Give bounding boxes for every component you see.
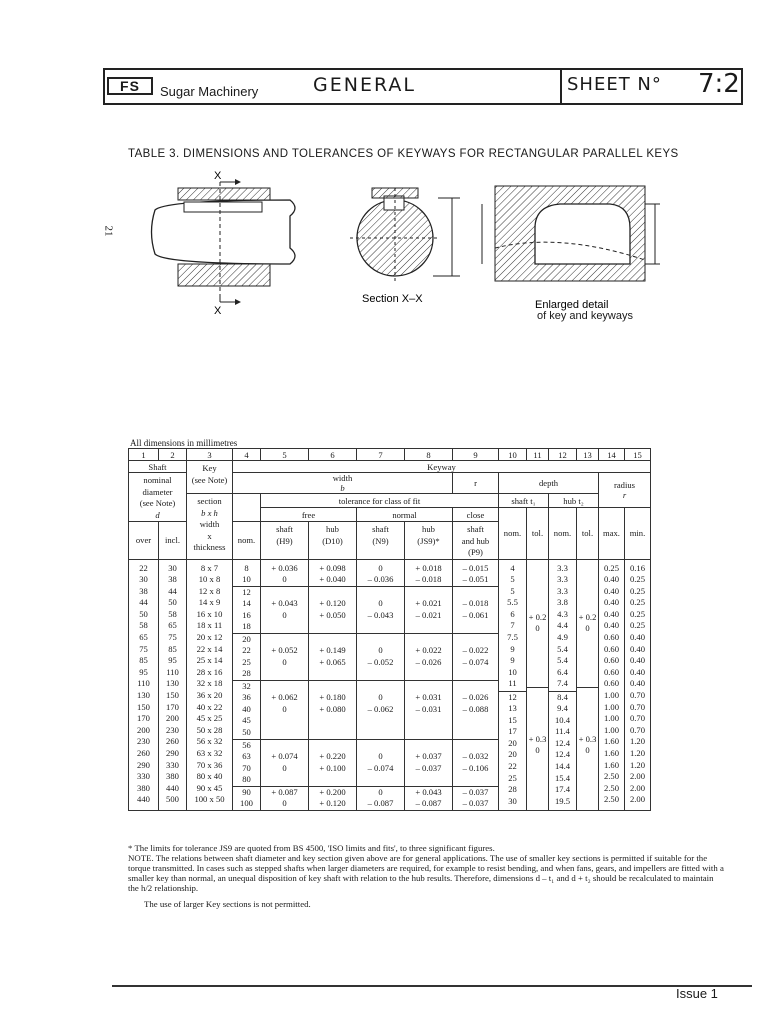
h-js9: (JS9)* [417, 535, 440, 546]
h-section: section [197, 496, 222, 506]
keyway-figures [140, 168, 700, 318]
col-radius-max: 0.25 0.40 0.40 0.40 0.40 0.40 0.60 0.60 0.60 0.60 0.60 1.00 1.00 1.00 1.00 1.60 1.60 1.60 2.50 2.50 2.50 [599, 559, 625, 810]
keyway-dimensions-table [128, 448, 651, 811]
col-num: 9 [453, 449, 499, 461]
company-name: Sugar Machinery [160, 84, 259, 99]
issue-number: Issue 1 [676, 986, 718, 1001]
col-num: 11 [527, 449, 549, 461]
header-close: close [453, 508, 499, 522]
width-group: 90 100 [240, 786, 253, 809]
data-body [129, 559, 651, 810]
col-incl: 30 38 44 50 58 65 75 85 95 110 130 150 170 200 230 260 290 330 380 440 500 [159, 559, 187, 810]
col-radius-min: 0.16 0.25 0.25 0.25 0.25 0.25 0.40 0.40 0.40 0.40 0.40 0.70 0.70 0.70 0.70 1.20 1.20 1.20 2.00 2.00 2.00 [625, 559, 651, 810]
header-divider [560, 68, 562, 105]
header-tol13: tol. [577, 508, 599, 560]
header-max: max. [599, 508, 625, 560]
h-radius: radius [613, 480, 635, 490]
h-width2: width [199, 519, 220, 529]
tol-group: 0 – 0.062 [357, 681, 404, 740]
detail-caption-1: Enlarged detail [535, 299, 609, 311]
col-close [453, 559, 499, 810]
h-shaft-h9: shaft [276, 524, 293, 534]
company-logo: FS [107, 77, 153, 95]
tol-group: + 0.036 0 [261, 560, 308, 587]
width-group: 32 36 40 45 50 [233, 681, 260, 740]
h-radius-r: r [622, 490, 627, 500]
note-larger-keys: The use of larger Key sections is not permitted. [144, 899, 311, 909]
column-number-row [129, 449, 651, 461]
sheet-number: 7:2 [698, 69, 740, 99]
depth-group-b: 8.4 9.4 10.4 11.4 12.4 12.4 14.4 15.4 17.4 19.5 [554, 691, 571, 806]
h-see-note: (see Note) [139, 498, 176, 508]
tol-group: + 0.098 + 0.040 [309, 560, 356, 587]
header-hub-t2: hub t₂ [549, 494, 599, 508]
sheet-label: SHEET N° [567, 74, 662, 95]
header-tolerance-class: tolerance for class of fit [261, 494, 499, 508]
tol-group: 0 – 0.087 [367, 786, 394, 809]
tol-group: + 0.200 + 0.120 [319, 786, 346, 809]
col-num: 13 [577, 449, 599, 461]
h-shaft-n9: shaft [372, 524, 389, 534]
tol-group: + 0.021 – 0.021 [405, 587, 452, 634]
h-hub-d10: hub [326, 524, 339, 534]
side-mark: 21 [102, 225, 115, 237]
department-title: GENERAL [313, 74, 416, 96]
tol-group: – 0.018 – 0.061 [453, 587, 498, 634]
header-min: min. [625, 508, 651, 560]
tol-group: – 0.015 – 0.051 [453, 560, 498, 587]
tol-group: + 0.043 0 [261, 587, 308, 634]
col-num: 1 [129, 449, 159, 461]
h-diameter: diameter [142, 486, 173, 497]
width-group: 20 22 25 28 [233, 634, 260, 681]
h-thickness: thickness [193, 542, 226, 552]
col-normal-shaft [357, 559, 405, 810]
tol-group: + 0.074 0 [261, 740, 308, 787]
col-depth-shaft-tol [527, 559, 549, 810]
h-n9: (N9) [372, 535, 389, 546]
depth-group-b: 12 13 15 17 20 20 22 25 28 30 [508, 691, 517, 806]
tol-group: + 0.018 – 0.018 [405, 560, 452, 587]
footer-rule [112, 985, 752, 987]
section-mark-bottom: X [214, 305, 222, 317]
tol-group: 0 – 0.052 [357, 634, 404, 681]
header-key-label: Key [202, 463, 217, 473]
col-depth-hub-tol [577, 559, 599, 810]
header-normal: normal [357, 508, 453, 522]
tol-group: + 0.052 0 [261, 634, 308, 681]
col-num: 6 [309, 449, 357, 461]
width-group: 8 10 [233, 560, 260, 587]
col-depth-shaft-nom [499, 559, 527, 810]
header-hub-d10 [309, 522, 357, 560]
header-nom: nom. [233, 522, 261, 560]
table-title: TABLE 3. DIMENSIONS AND TOLERANCES OF KEYWAYS FOR RECTANGULAR PARALLEL KEYS [128, 148, 679, 160]
h-p9: (P9) [468, 547, 483, 557]
tol-group: 0 – 0.036 [357, 560, 404, 587]
header-shaft-h9 [261, 522, 309, 560]
note-general: NOTE. The relations between shaft diameter and key section given above are for general applications. The use of smaller key sections is permitted if suitable for the torque transmitted. In cases such as stepped shafts when larger diameters are required, for example to resist bending, and when fans, gears, and impellers are fitted with a smaller key than normal, an unequal disposition of key shaft with relation to the hub results. Therefore, dimensions d – t₁ and d + t₂ should be recalculated to maintain the h/2 relationship. [128, 853, 724, 893]
header-depth: depth [499, 473, 599, 494]
col-num: 8 [405, 449, 453, 461]
h-bxh: b x h [201, 507, 218, 518]
tol-group: + 0.180 + 0.080 [309, 681, 356, 740]
tol-group: + 0.062 0 [261, 681, 308, 740]
h-shaft-hub: shaft [467, 524, 484, 534]
header-r: r [453, 473, 499, 494]
header-keyway: Keyway [233, 461, 651, 473]
tol-group: + 0.043 – 0.087 [415, 786, 442, 809]
width-group: 12 14 16 18 [233, 587, 260, 634]
blank-cell [233, 508, 261, 522]
tol-group: + 0.037 – 0.037 [405, 740, 452, 787]
col-num: 2 [159, 449, 187, 461]
header-nom12: nom. [549, 508, 577, 560]
header-key-note: (see Note) [191, 474, 228, 485]
col-num: 14 [599, 449, 625, 461]
col-num: 5 [261, 449, 309, 461]
header-shaft: Shaft [129, 461, 187, 473]
detail-caption-2: of key and keyways [537, 310, 633, 322]
header-width [233, 473, 453, 494]
col-free-shaft [261, 559, 309, 810]
col-num: 15 [625, 449, 651, 461]
h-width: width [332, 473, 353, 483]
h-d: d [155, 509, 160, 520]
shaft-side-view [152, 179, 296, 305]
header-incl: incl. [159, 522, 187, 560]
col-free-hub [309, 559, 357, 810]
units-note: All dimensions in millimetres [130, 438, 238, 448]
header-key [187, 461, 233, 494]
enlarged-detail-view [482, 186, 660, 281]
header-free: free [261, 508, 357, 522]
width-group: 56 63 70 80 [233, 740, 260, 787]
tol-group: – 0.032 – 0.106 [453, 740, 498, 787]
h-nominal: nominal [143, 475, 172, 485]
header-shaft-hub-p9 [453, 522, 499, 560]
header-shaft-n9 [357, 522, 405, 560]
header-hub-js9 [405, 522, 453, 560]
h-x: x [207, 530, 212, 541]
section-caption: Section X–X [362, 293, 423, 305]
tol-group: + 0.149 + 0.065 [309, 634, 356, 681]
depth-tol-b: + 0.3 0 [578, 733, 597, 756]
col-num: 4 [233, 449, 261, 461]
header-nom10: nom. [499, 508, 527, 560]
depth-group-a: 4 5 5 5.5 6 7 7.5 9 9 10 11 [499, 560, 526, 692]
blank-cell [233, 494, 261, 508]
tol-group: – 0.026 – 0.088 [453, 681, 498, 740]
h-and-hub: and hub [461, 535, 490, 546]
header-radius [599, 473, 651, 508]
header-tol11: tol. [527, 508, 549, 560]
h-b: b [340, 483, 345, 493]
depth-tol-b: + 0.3 0 [528, 733, 547, 756]
col-depth-hub-nom [549, 559, 577, 810]
header-shaft-t1: shaft t₁ [499, 494, 549, 508]
depth-group-a: 3.3 3.3 3.3 3.8 4.3 4.4 4.9 5.4 5.4 6.4 7.4 [549, 560, 576, 692]
col-num: 3 [187, 449, 233, 461]
col-num: 7 [357, 449, 405, 461]
tol-group: + 0.220 + 0.100 [309, 740, 356, 787]
h-h9: (H9) [276, 535, 293, 546]
tol-group: + 0.120 + 0.050 [309, 587, 356, 634]
h-d10: (D10) [322, 535, 343, 546]
col-section: 8 x 7 10 x 8 12 x 8 14 x 9 16 x 10 18 x 11 20 x 12 22 x 14 25 x 14 28 x 16 32 x 18 36 x 20 40 x 22 45 x 25 50 x 28 56 x 32 63 x 32 70 x 36 80 x 40 90 x 45 100 x 50 [187, 559, 233, 810]
tol-group: 0 – 0.043 [357, 587, 404, 634]
col-width-nom [233, 559, 261, 810]
tol-group: + 0.022 – 0.026 [405, 634, 452, 681]
col-normal-hub [405, 559, 453, 810]
col-num: 10 [499, 449, 527, 461]
depth-tol-a: + 0.2 0 [577, 560, 598, 688]
col-over: 22 30 38 44 50 58 65 75 85 95 110 130 150 170 200 230 260 290 330 380 440 [129, 559, 159, 810]
note-js9: * The limits for tolerance JS9 are quoted from BS 4500, 'ISO limits and fits', to three significant figures. [128, 843, 495, 853]
col-num: 12 [549, 449, 577, 461]
depth-tol-a: + 0.2 0 [527, 560, 548, 688]
tol-group: + 0.031 – 0.031 [405, 681, 452, 740]
header-nominal-diameter [129, 473, 187, 522]
section-mark-top: X [214, 170, 222, 182]
tol-group: 0 – 0.074 [357, 740, 404, 787]
header-section [187, 494, 233, 560]
tol-group: – 0.022 – 0.074 [453, 634, 498, 681]
h-hub-js9: hub [422, 524, 435, 534]
tol-group: – 0.037 – 0.037 [462, 786, 489, 809]
section-view [350, 188, 460, 283]
header-over: over [129, 522, 159, 560]
tol-group: + 0.087 0 [271, 786, 298, 809]
